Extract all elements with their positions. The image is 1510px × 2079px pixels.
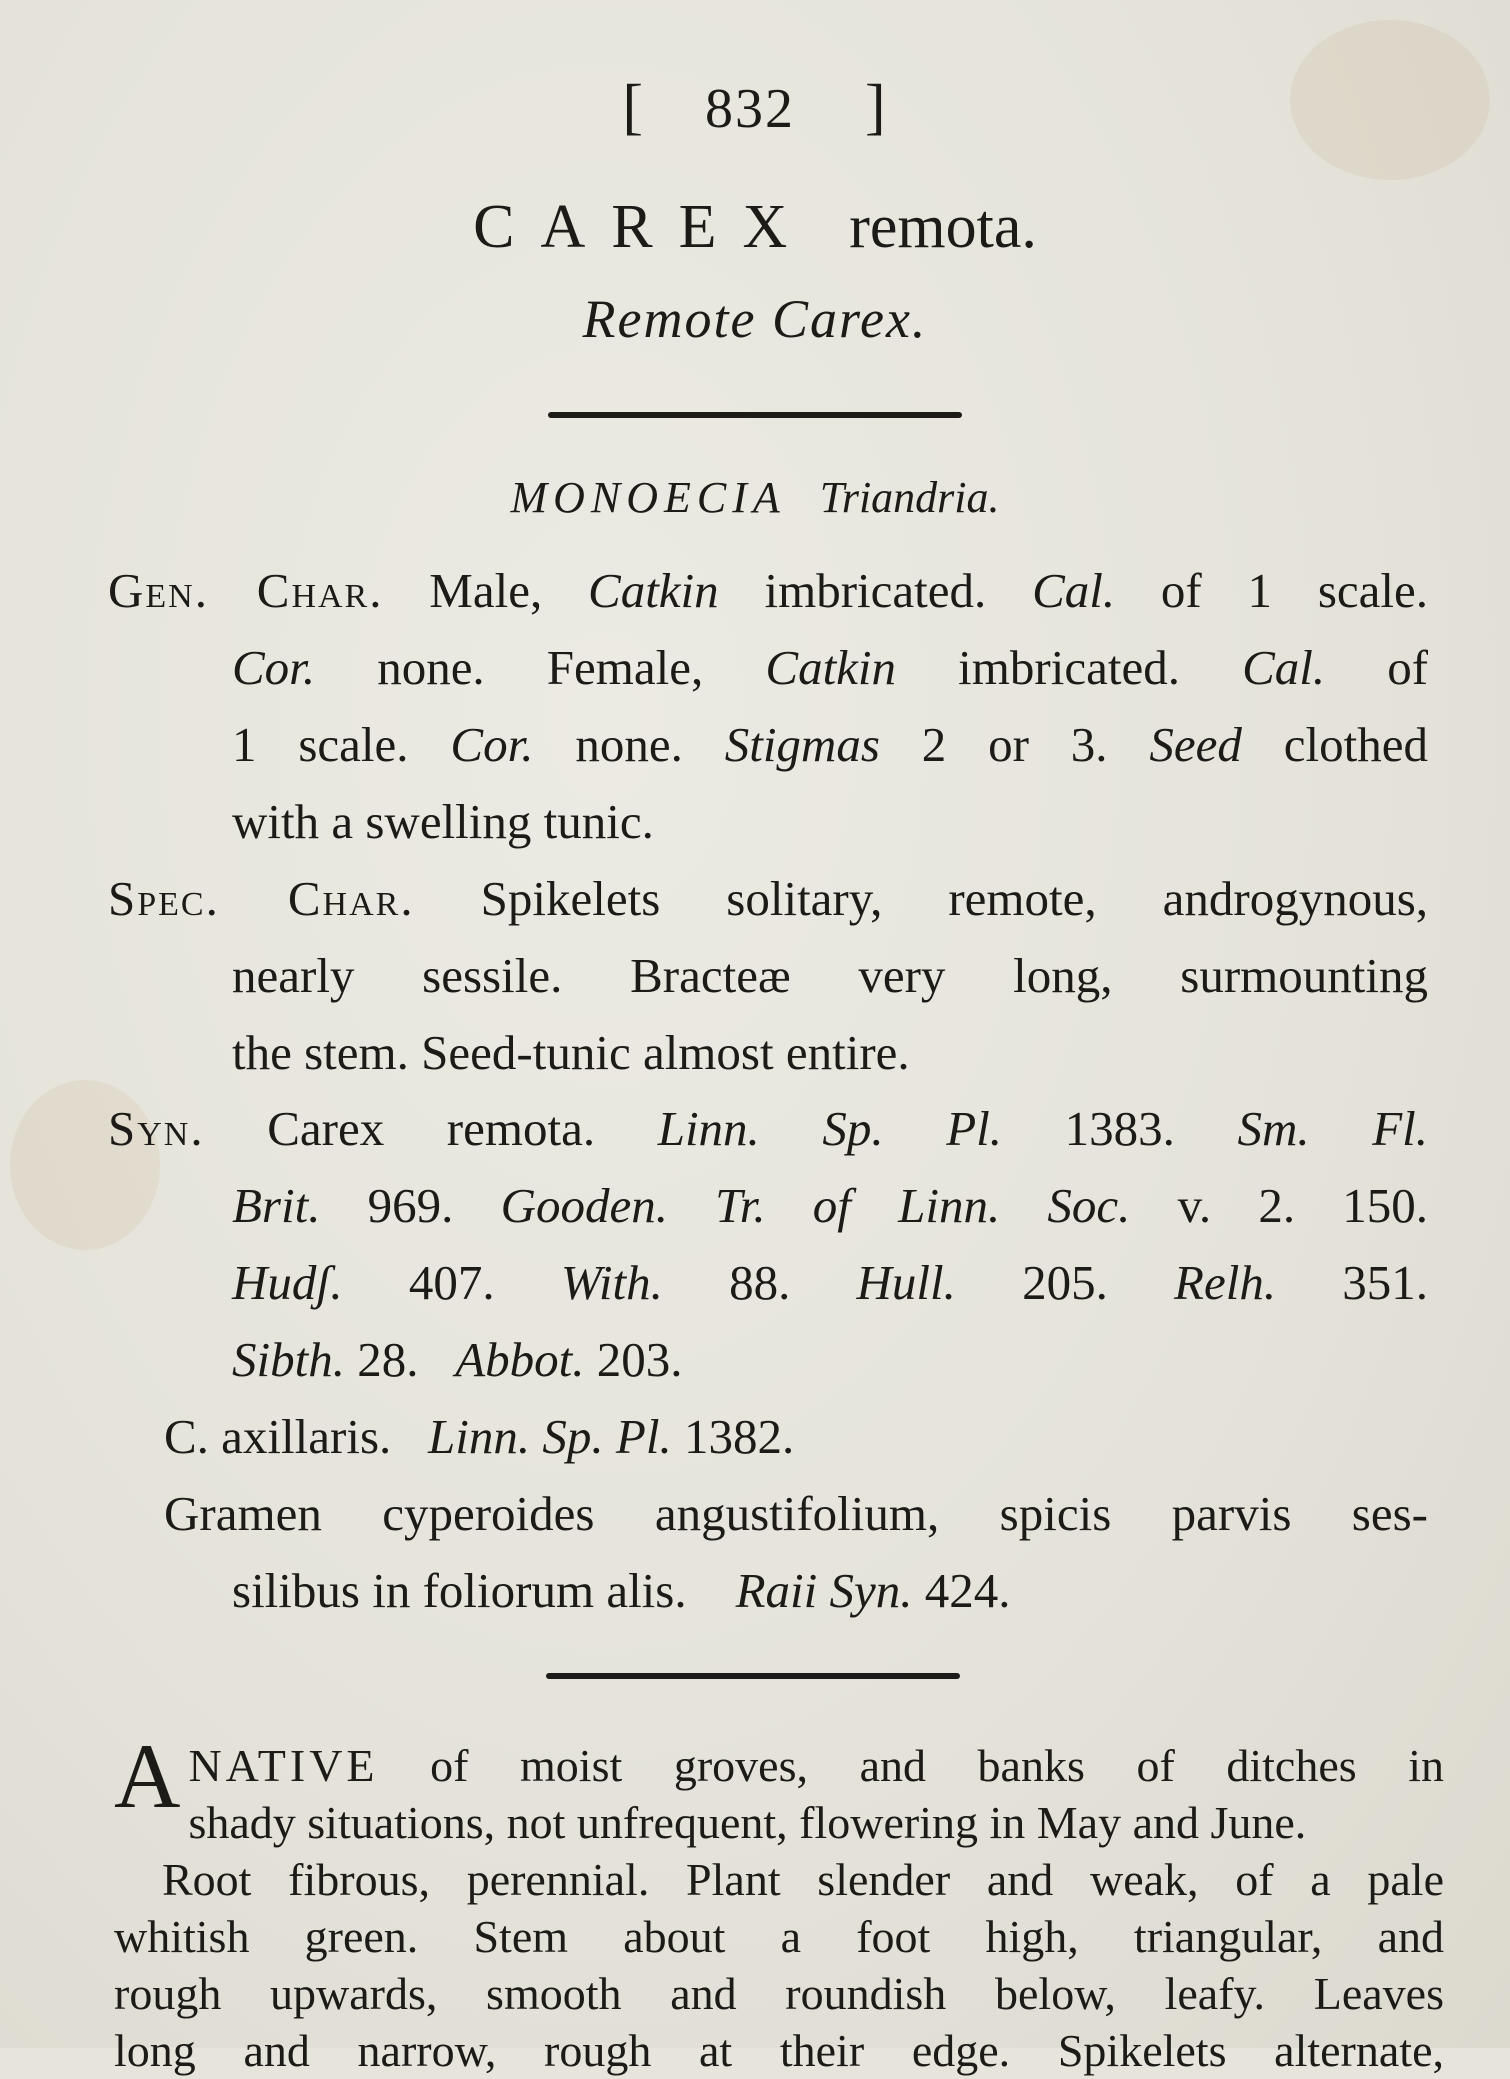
text-span: Cal.: [1032, 563, 1116, 618]
text-line: [108, 552, 1428, 629]
text-span: Raii Syn.: [735, 1563, 913, 1618]
text-span: Seed: [1149, 717, 1242, 772]
text-span: 424.: [924, 1563, 1011, 1618]
page-number-value: 832: [705, 78, 795, 140]
text-line: [108, 860, 1428, 937]
text-line: shady situations, not unfrequent, flowering in May and June.: [188, 1797, 1307, 1848]
text-span: C. axillaris.: [164, 1409, 392, 1464]
text-span: Cal.: [1242, 640, 1326, 695]
text-line: rough upwards, smooth and roundish below, leafy. Leaves: [114, 1968, 1444, 2019]
text-line: [108, 1552, 1428, 1629]
text-span: clothed: [1283, 717, 1428, 772]
text-span: 205.: [1022, 1255, 1108, 1310]
small-caps-word: NATIVE: [188, 1740, 379, 1791]
text-line: [108, 706, 1428, 783]
text-span: Linn. Sp. Pl.: [428, 1409, 672, 1464]
text-line: [108, 1398, 1428, 1475]
text-span: Hull.: [856, 1255, 956, 1310]
text-line: [108, 629, 1428, 706]
text-span: Linn. Sp. Pl.: [657, 1101, 1003, 1156]
text-line: [188, 1737, 1444, 1794]
text-line: [108, 1244, 1428, 1321]
text-line: [108, 1090, 1428, 1167]
text-span: of moist groves, and banks of ditches in: [430, 1740, 1444, 1791]
text-span: Catkin: [765, 640, 897, 695]
species-title: [0, 192, 1510, 263]
text-line: [108, 1321, 1428, 1398]
text-span: Female,: [546, 640, 704, 695]
text-span: Cor.: [232, 640, 316, 695]
page-number: [0, 72, 1510, 143]
text-span: v. 2. 150.: [1177, 1178, 1428, 1233]
bracket-close: ]: [865, 73, 888, 141]
text-span: imbricated.: [958, 640, 1180, 695]
order-name: Triandria.: [819, 473, 1000, 522]
text-span: Brit.: [232, 1178, 321, 1233]
text-span: 1382.: [683, 1409, 795, 1464]
text-line: whitish green. Stem about a foot high, triangular, and: [114, 1911, 1444, 1962]
text-span: 1383.: [1064, 1101, 1175, 1156]
text-line: Gramen cyperoides angustifolium, spicis parvis ses-: [164, 1486, 1428, 1541]
text-span: 88.: [729, 1255, 791, 1310]
text-span: Hudʃ.: [232, 1255, 343, 1310]
text-span: of 1 scale.: [1160, 563, 1428, 618]
text-span: 1 scale.: [232, 717, 409, 772]
text-span: Carex remota.: [267, 1101, 596, 1156]
text-line: Root fibrous, perennial. Plant slender and weak, of a pale: [162, 1854, 1444, 1905]
text-span: Spikelets solitary, remote, androgynous,: [480, 871, 1428, 926]
section-label: Spec. Char.: [108, 871, 415, 926]
divider-rule: [546, 1673, 960, 1679]
text-span: 2 or 3.: [921, 717, 1108, 772]
text-span: With.: [560, 1255, 663, 1310]
text-span: none.: [377, 640, 485, 695]
text-span: Sm. Fl.: [1237, 1101, 1428, 1156]
text-span: none.: [575, 717, 683, 772]
species-name: remota.: [849, 193, 1037, 261]
text-span: Catkin: [588, 563, 719, 618]
text-span: Male,: [429, 563, 543, 618]
text-span: Gooden. Tr. of Linn. Soc.: [500, 1178, 1131, 1233]
text-span: 969.: [367, 1178, 454, 1233]
text-span: Sibth.: [232, 1332, 345, 1387]
text-line: with a swelling tunic.: [232, 794, 654, 849]
text-span: 28.: [357, 1332, 419, 1387]
text-span: imbricated.: [764, 563, 987, 618]
text-span: silibus in foliorum alis.: [232, 1563, 687, 1618]
class-name: MONOECIA: [510, 473, 786, 522]
genus-name: CAREX: [473, 193, 814, 261]
text-line: the stem. Seed-tunic almost entire.: [232, 1025, 910, 1080]
text-span: 407.: [408, 1255, 495, 1310]
common-name: Remote Carex.: [582, 289, 928, 349]
text-span: Stigmas: [724, 717, 880, 772]
text-line: [108, 1167, 1428, 1244]
text-line: nearly sessile. Bracteæ very long, surmounting: [232, 948, 1428, 1003]
specific-character: [108, 860, 1428, 1091]
text-line: long and narrow, rough at their edge. Spikelets alternate,: [114, 2025, 1444, 2076]
text-span: of: [1387, 640, 1428, 695]
text-span: Cor.: [450, 717, 534, 772]
text-span: 351.: [1342, 1255, 1428, 1310]
description-paragraph: [114, 1725, 1444, 2079]
section-label: Gen. Char.: [108, 563, 384, 618]
generic-character: [108, 552, 1428, 860]
synonyms: [108, 1090, 1428, 1629]
bracket-open: [: [622, 73, 645, 141]
section-label: Syn.: [108, 1101, 205, 1156]
linnaean-class: [0, 472, 1510, 523]
text-span: 203.: [596, 1332, 683, 1387]
divider-rule: [548, 412, 962, 418]
text-span: Relh.: [1174, 1255, 1277, 1310]
text-span: Abbot.: [455, 1332, 585, 1387]
drop-cap: A: [114, 1725, 181, 1827]
